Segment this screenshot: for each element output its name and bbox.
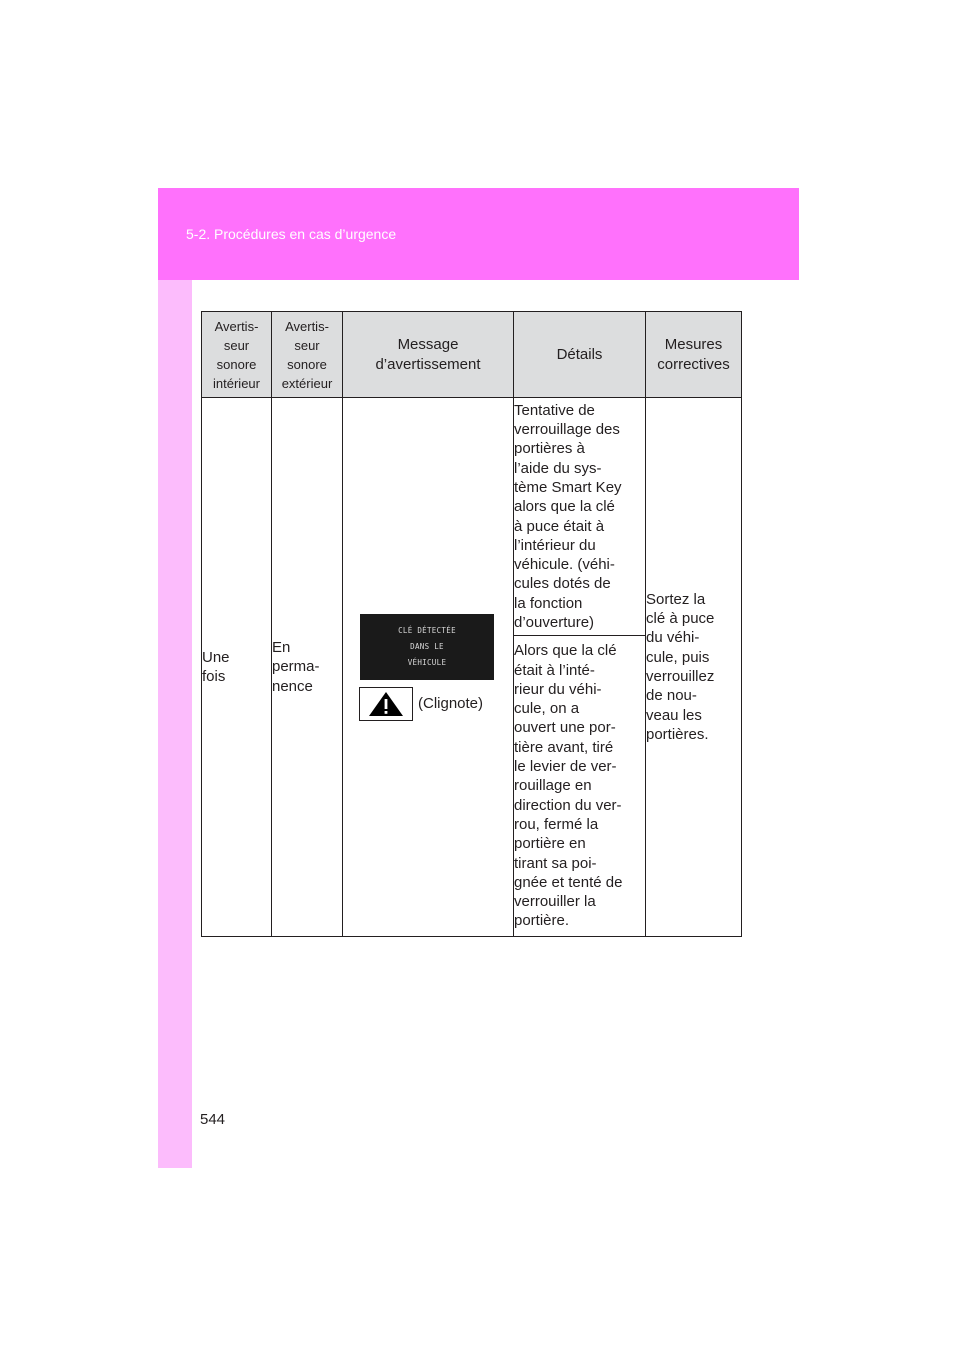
- section-header: [158, 188, 799, 280]
- section-title: 5-2. Procédures en cas d’urgence: [186, 226, 397, 242]
- warning-triangle-icon: [359, 687, 413, 721]
- page-side-tab: [158, 188, 192, 1168]
- exterior-buzzer-cell: En perma- nence: [272, 398, 343, 937]
- warning-table: [201, 311, 742, 937]
- table-header-row: [202, 312, 742, 398]
- warning-display-image: CLÉ DÉTECTÉE DANS LE VÉHICULE: [360, 614, 494, 680]
- header-corrective: Mesures correctives: [646, 312, 742, 398]
- details-cell-2: Alors que la clé était à l’inté- rieur du véhi- cule, on a ouvert une por- tière avant, tiré le levier de ver- rouillage en direction du ver- rou, fermé la portière en tirant sa poi- gnée et tenté de verrouiller la portière.: [514, 636, 646, 937]
- table-row: [202, 398, 742, 636]
- page-number: 544: [200, 1111, 226, 1128]
- details-cell-1: Tentative de verrouillage des portières à l’aide du sys- tème Smart Key alors que la clé à puce était à l’intérieur du véhicule. (véhi- cules dotés de la fonction d’ouverture): [514, 398, 646, 636]
- header-interior-buzzer: Avertis- seur sonore intérieur: [202, 312, 272, 398]
- blink-label: (Clignote): [418, 694, 484, 712]
- message-cell: [343, 398, 514, 937]
- header-details: Détails: [514, 312, 646, 398]
- interior-buzzer-cell: Une fois: [202, 398, 272, 937]
- corrective-cell: Sortez la clé à puce du véhi- cule, puis verrouillez de nou- veau les portières.: [646, 398, 742, 937]
- header-exterior-buzzer: Avertis- seur sonore extérieur: [272, 312, 343, 398]
- header-message: Message d’avertissement: [343, 312, 514, 398]
